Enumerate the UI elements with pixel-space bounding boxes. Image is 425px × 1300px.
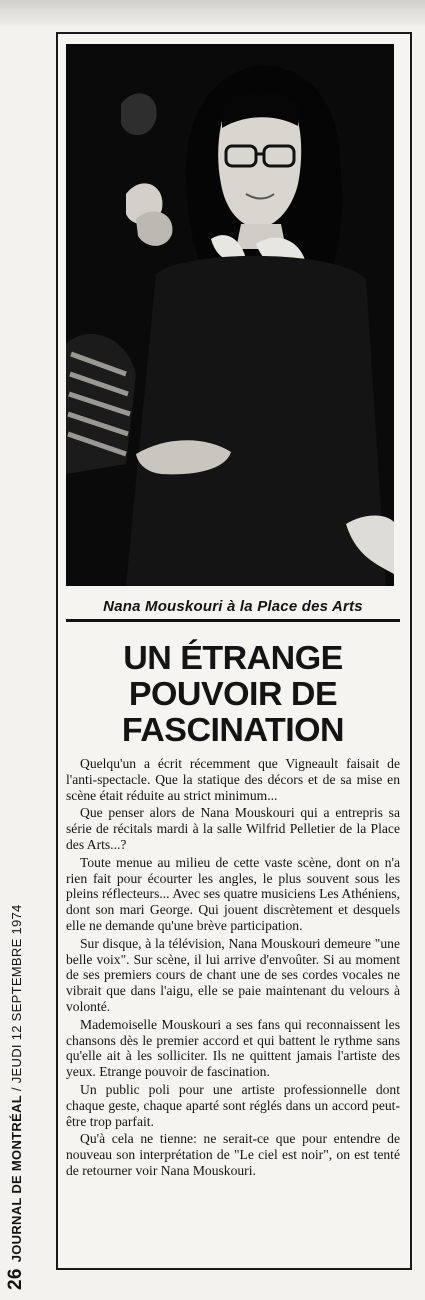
article-photo (66, 44, 394, 586)
page-folio (4, 850, 28, 1290)
article-paragraph: Toute menue au milieu de cette vaste scène, dont on n'a rien fait pour écourter les angles, le plus souvent sous les pleins réflecteurs... Avec ses quatre musiciens Les Athéniens, dont son mari George. Qui jouent discrètement et desquels elle ne demande qu'une brève participation. (66, 854, 400, 933)
article-body (66, 756, 400, 1181)
article-paragraph: Mademoiselle Mouskouri a ses fans qui reconnaissent les chansons dès le premier accord et qui battent le rythme sans qu'elle ait à les solliciter. Ils ne quittent jamais l'artiste des yeux. Etrange pouvoir de fascination. (66, 1016, 400, 1080)
folio-separator: / (9, 1083, 24, 1096)
article-paragraph: Que penser alors de Nana Mouskouri qui a entrepris sa série de récitals mardi à la salle Wilfrid Pelletier de la Place des Arts...? (66, 805, 400, 852)
issue-date: JEUDI 12 SEPTEMBRE 1974 (9, 904, 24, 1084)
article-paragraph: Un public poli pour une artiste professionnelle dont chaque geste, chaque aparté sont réglés dans un accord peut-être trop parfait. (66, 1081, 400, 1129)
scan-edge (0, 0, 425, 26)
publication-name: JOURNAL DE MONTRÉAL (9, 1095, 24, 1263)
article-paragraph: Sur disque, à la télévision, Nana Mouskouri demeure "une belle voix". Sur scène, il lui arrive d'envoûter. Si au moment de ses premiers cours de chant une de ses cordes vocales ne vibrait que dans l'aigu, elle se paie maintenant du velours à volonté. (66, 935, 400, 1014)
article-paragraph: Qu'à cela ne tienne: ne serait-ce que pour entendre de nouveau son interprétation de "Le ciel est noir", on est tenté de retourner voir Nana Mouskouri. (66, 1131, 400, 1178)
headline (66, 640, 400, 748)
article-paragraph: Quelqu'un a écrit récemment que Vigneault faisait de l'anti-spectacle. Que la statique des décors et de sa mise en scène était réduite au strict minimum... (66, 756, 400, 803)
photo-caption: Nana Mouskouri à la Place des Arts (66, 596, 400, 622)
page-number: 26 (5, 1268, 26, 1290)
headline-line: POUVOIR DE (128, 675, 338, 712)
headline-line: UN ÉTRANGE (123, 639, 343, 676)
headline-line: FASCINATION (121, 711, 345, 748)
